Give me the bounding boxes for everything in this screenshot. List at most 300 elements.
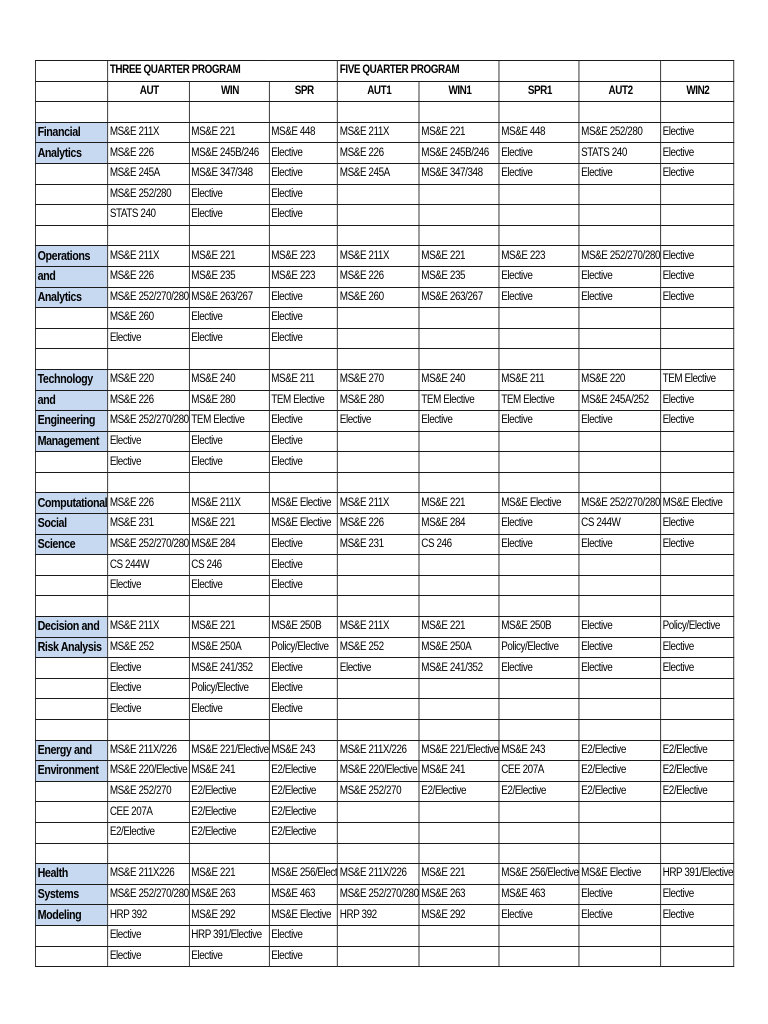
course-cell xyxy=(419,822,499,843)
spacer-cell xyxy=(108,472,189,493)
track-label-blank xyxy=(35,163,107,184)
spacer-cell xyxy=(35,102,107,123)
course-cell: MS&E 221 xyxy=(189,122,269,143)
course-cell: TEM Elective xyxy=(499,390,579,411)
spacer-cell xyxy=(419,720,499,741)
course-cell: Elective xyxy=(269,925,338,946)
course-cell: MS&E 211X xyxy=(189,493,269,514)
course-cell: MS&E 250B xyxy=(499,617,579,638)
course-cell: MS&E 252 xyxy=(338,637,419,658)
course-cell: E2/Elective xyxy=(660,781,733,802)
spacer-cell xyxy=(338,102,419,123)
course-cell: MS&E 221/Elective xyxy=(419,740,499,761)
course-cell xyxy=(579,946,660,967)
course-cell: HRP 391/Elective xyxy=(189,925,269,946)
course-cell: MS&E Elective xyxy=(269,514,338,535)
course-cell: MS&E 211 xyxy=(269,369,338,390)
course-cell xyxy=(660,946,733,967)
course-cell: Elective xyxy=(660,658,733,679)
course-cell: MS&E 243 xyxy=(499,740,579,761)
course-cell: MS&E 221 xyxy=(419,246,499,267)
course-cell: MS&E 245B/246 xyxy=(189,143,269,164)
spacer-cell xyxy=(579,720,660,741)
course-cell: MS&E 252/270/280 xyxy=(579,493,660,514)
spacer-cell xyxy=(579,225,660,246)
track-label-blank xyxy=(35,699,107,720)
course-cell: TEM Elective xyxy=(419,390,499,411)
program-header-row xyxy=(35,61,733,82)
course-cell xyxy=(660,575,733,596)
course-cell xyxy=(419,678,499,699)
course-cell: Elective xyxy=(269,184,338,205)
course-cell: Elective xyxy=(499,514,579,535)
course-cell: E2/Elective xyxy=(269,802,338,823)
course-cell: Elective xyxy=(108,925,189,946)
track-label-blank xyxy=(35,925,107,946)
course-cell: MS&E 256/Elect xyxy=(269,864,338,885)
course-cell: MS&E 260 xyxy=(338,287,419,308)
course-cell: MS&E 211X xyxy=(108,122,189,143)
course-cell xyxy=(660,205,733,226)
course-cell: E2/Elective xyxy=(108,822,189,843)
course-cell: MS&E 241 xyxy=(189,761,269,782)
course-cell xyxy=(579,328,660,349)
spacer-cell xyxy=(189,102,269,123)
course-cell: Elective xyxy=(269,163,338,184)
table-row xyxy=(35,431,733,452)
track-label: and xyxy=(35,266,107,287)
track-label-blank xyxy=(35,802,107,823)
course-cell: Elective xyxy=(189,205,269,226)
spacer-cell xyxy=(660,472,733,493)
course-cell: Elective xyxy=(660,287,733,308)
course-cell: Elective xyxy=(579,637,660,658)
spacer-cell xyxy=(499,102,579,123)
course-cell: MS&E 263/267 xyxy=(419,287,499,308)
spacer-cell xyxy=(660,349,733,370)
spacer-cell xyxy=(579,349,660,370)
header-blank-cell xyxy=(579,61,660,82)
course-cell: MS&E 260 xyxy=(108,308,189,329)
course-schedule-table xyxy=(35,60,734,967)
course-cell: MS&E 221 xyxy=(189,514,269,535)
spacer-cell xyxy=(35,843,107,864)
column-header-win1: WIN1 xyxy=(419,81,499,102)
course-cell xyxy=(419,802,499,823)
course-cell: Elective xyxy=(660,637,733,658)
track-label: Decision and xyxy=(35,617,107,638)
spacer-cell xyxy=(499,472,579,493)
column-header-aut1: AUT1 xyxy=(338,81,419,102)
course-cell xyxy=(338,184,419,205)
course-cell: E2/Elective xyxy=(419,781,499,802)
spacer-cell xyxy=(269,102,338,123)
spacer-cell xyxy=(108,225,189,246)
track-label-blank xyxy=(35,184,107,205)
course-cell xyxy=(338,308,419,329)
course-cell: MS&E 245A xyxy=(338,163,419,184)
course-cell: STATS 240 xyxy=(579,143,660,164)
course-cell xyxy=(579,184,660,205)
course-cell xyxy=(499,925,579,946)
course-cell: MS&E 220 xyxy=(108,369,189,390)
course-cell xyxy=(499,308,579,329)
track-label: Health xyxy=(35,864,107,885)
table-row xyxy=(35,575,733,596)
course-cell xyxy=(579,431,660,452)
spacer-cell xyxy=(189,225,269,246)
spacer-row xyxy=(35,349,733,370)
table-row xyxy=(35,390,733,411)
header-blank-cell xyxy=(660,61,733,82)
course-cell: MS&E Elective xyxy=(269,905,338,926)
spacer-cell xyxy=(419,596,499,617)
course-cell xyxy=(499,555,579,576)
course-cell: MS&E 221 xyxy=(419,493,499,514)
course-cell: MS&E 292 xyxy=(189,905,269,926)
course-cell: MS&E 263/267 xyxy=(189,287,269,308)
course-cell: Elective xyxy=(269,308,338,329)
column-header-win2: WIN2 xyxy=(660,81,733,102)
course-cell xyxy=(499,822,579,843)
course-cell: Elective xyxy=(660,390,733,411)
course-cell xyxy=(579,308,660,329)
table-row xyxy=(35,946,733,967)
course-cell: MS&E Elective xyxy=(499,493,579,514)
spacer-row xyxy=(35,596,733,617)
course-cell xyxy=(579,452,660,473)
course-cell: MS&E 250B xyxy=(269,617,338,638)
table-row xyxy=(35,308,733,329)
course-cell: MS&E 292 xyxy=(419,905,499,926)
course-cell: HRP 392 xyxy=(338,905,419,926)
course-cell: Elective xyxy=(108,699,189,720)
course-cell: E2/Elective xyxy=(660,740,733,761)
track-label: Risk Analysis xyxy=(35,637,107,658)
course-cell: MS&E 226 xyxy=(108,390,189,411)
course-cell: E2/Elective xyxy=(660,761,733,782)
course-cell xyxy=(660,678,733,699)
table-row xyxy=(35,143,733,164)
course-cell: MS&E 284 xyxy=(419,514,499,535)
course-cell: Elective xyxy=(660,884,733,905)
course-cell: Elective xyxy=(660,143,733,164)
course-cell: Elective xyxy=(579,411,660,432)
course-cell: Policy/Elective xyxy=(189,678,269,699)
course-cell: MS&E 226 xyxy=(338,143,419,164)
course-cell xyxy=(579,802,660,823)
course-cell: MS&E Elective xyxy=(660,493,733,514)
course-cell xyxy=(660,925,733,946)
spacer-cell xyxy=(108,102,189,123)
course-cell: MS&E 221 xyxy=(419,864,499,885)
track-label-blank xyxy=(35,946,107,967)
table-row xyxy=(35,699,733,720)
course-cell xyxy=(419,575,499,596)
spacer-cell xyxy=(660,596,733,617)
course-cell xyxy=(419,205,499,226)
course-cell xyxy=(499,431,579,452)
course-cell: MS&E 252/270/280 xyxy=(579,246,660,267)
course-cell xyxy=(499,184,579,205)
course-cell: MS&E 243 xyxy=(269,740,338,761)
spacer-cell xyxy=(35,225,107,246)
course-cell: STATS 240 xyxy=(108,205,189,226)
corner-cell xyxy=(35,61,107,82)
course-cell xyxy=(660,328,733,349)
spacer-cell xyxy=(338,349,419,370)
spacer-cell xyxy=(660,720,733,741)
quarter-header-row xyxy=(35,81,733,102)
course-cell xyxy=(579,678,660,699)
course-cell: Elective xyxy=(499,905,579,926)
course-cell: MS&E 245B/246 xyxy=(419,143,499,164)
course-cell: MS&E 211X xyxy=(338,246,419,267)
course-cell: MS&E 240 xyxy=(189,369,269,390)
spacer-cell xyxy=(189,349,269,370)
course-cell: CEE 207A xyxy=(499,761,579,782)
course-cell: MS&E 252/280 xyxy=(579,122,660,143)
course-cell: E2/Elective xyxy=(189,822,269,843)
course-cell: Elective xyxy=(419,411,499,432)
course-cell: Elective xyxy=(499,266,579,287)
spacer-cell xyxy=(338,472,419,493)
course-cell: MS&E 211 xyxy=(499,369,579,390)
course-cell: MS&E 448 xyxy=(499,122,579,143)
course-cell: Elective xyxy=(269,555,338,576)
track-label: Analytics xyxy=(35,287,107,308)
course-cell xyxy=(338,699,419,720)
course-cell xyxy=(419,555,499,576)
course-cell xyxy=(419,184,499,205)
spacer-cell xyxy=(579,102,660,123)
course-cell: Elective xyxy=(660,266,733,287)
course-cell: Elective xyxy=(189,308,269,329)
course-cell xyxy=(338,328,419,349)
course-cell: MS&E 245A xyxy=(108,163,189,184)
column-header-win: WIN xyxy=(189,81,269,102)
track-label-blank xyxy=(35,575,107,596)
column-header-aut: AUT xyxy=(108,81,189,102)
course-cell xyxy=(338,575,419,596)
course-cell: Elective xyxy=(660,163,733,184)
course-cell: MS&E 252/270/280 xyxy=(108,534,189,555)
course-cell: Elective xyxy=(579,884,660,905)
course-cell xyxy=(499,678,579,699)
course-cell: MS&E 347/348 xyxy=(419,163,499,184)
course-cell: MS&E 223 xyxy=(499,246,579,267)
track-label-blank xyxy=(35,555,107,576)
course-cell xyxy=(660,699,733,720)
track-label: Environment xyxy=(35,761,107,782)
column-header-spr1: SPR1 xyxy=(499,81,579,102)
spacer-cell xyxy=(35,596,107,617)
column-header-spr: SPR xyxy=(269,81,338,102)
course-cell xyxy=(660,452,733,473)
course-cell: CS 244W xyxy=(108,555,189,576)
course-cell: Elective xyxy=(499,287,579,308)
table-row xyxy=(35,514,733,535)
course-cell: Elective xyxy=(108,678,189,699)
course-cell: HRP 391/Elective xyxy=(660,864,733,885)
column-header-aut2: AUT2 xyxy=(579,81,660,102)
spacer-cell xyxy=(35,720,107,741)
course-cell: Elective xyxy=(499,411,579,432)
course-cell: Elective xyxy=(660,534,733,555)
course-cell: MS&E 252/280 xyxy=(108,184,189,205)
course-cell: Elective xyxy=(499,163,579,184)
course-cell: Elective xyxy=(269,287,338,308)
course-cell: Elective xyxy=(108,431,189,452)
course-cell: Elective xyxy=(108,946,189,967)
course-cell xyxy=(338,678,419,699)
spacer-cell xyxy=(108,596,189,617)
course-cell: Elective xyxy=(189,328,269,349)
spacer-cell xyxy=(269,472,338,493)
course-cell: MS&E 226 xyxy=(338,514,419,535)
course-cell: Elective xyxy=(189,431,269,452)
track-label: Engineering xyxy=(35,411,107,432)
course-cell: Elective xyxy=(579,658,660,679)
table-row xyxy=(35,205,733,226)
track-label: Social xyxy=(35,514,107,535)
course-cell: MS&E 270 xyxy=(338,369,419,390)
course-cell: TEM Elective xyxy=(189,411,269,432)
course-cell xyxy=(338,925,419,946)
course-cell xyxy=(419,308,499,329)
spacer-cell xyxy=(108,349,189,370)
corner-cell xyxy=(35,81,107,102)
course-cell xyxy=(579,205,660,226)
course-cell: CEE 207A xyxy=(108,802,189,823)
course-cell: Elective xyxy=(338,411,419,432)
table-row xyxy=(35,452,733,473)
track-label-blank xyxy=(35,658,107,679)
course-cell: MS&E Elective xyxy=(579,864,660,885)
course-cell xyxy=(419,946,499,967)
course-cell xyxy=(419,328,499,349)
course-cell: MS&E 211X/226 xyxy=(338,740,419,761)
spacer-cell xyxy=(419,843,499,864)
course-cell xyxy=(419,925,499,946)
table-row xyxy=(35,822,733,843)
course-cell: MS&E 241/352 xyxy=(189,658,269,679)
spacer-cell xyxy=(419,472,499,493)
course-cell xyxy=(419,431,499,452)
course-cell xyxy=(419,699,499,720)
spacer-cell xyxy=(579,472,660,493)
spacer-cell xyxy=(189,843,269,864)
course-cell: MS&E 221 xyxy=(419,122,499,143)
course-cell: Elective xyxy=(269,699,338,720)
spacer-cell xyxy=(338,843,419,864)
spacer-cell xyxy=(189,596,269,617)
course-cell xyxy=(579,555,660,576)
course-cell: MS&E 448 xyxy=(269,122,338,143)
table-row xyxy=(35,740,733,761)
track-label: Systems xyxy=(35,884,107,905)
table-row xyxy=(35,761,733,782)
course-cell xyxy=(338,205,419,226)
table-row xyxy=(35,658,733,679)
track-label: Computational xyxy=(35,493,107,514)
course-cell: MS&E 220 xyxy=(579,369,660,390)
course-cell: TEM Elective xyxy=(269,390,338,411)
spacer-cell xyxy=(660,843,733,864)
table-row xyxy=(35,246,733,267)
course-cell xyxy=(338,946,419,967)
course-cell: MS&E 220/Elective xyxy=(338,761,419,782)
course-cell: MS&E 211X xyxy=(338,122,419,143)
spacer-cell xyxy=(269,596,338,617)
course-cell xyxy=(499,328,579,349)
course-cell: MS&E 220/Elective xyxy=(108,761,189,782)
course-cell xyxy=(579,925,660,946)
course-cell: E2/Elective xyxy=(189,802,269,823)
course-cell: MS&E 347/348 xyxy=(189,163,269,184)
course-cell: MS&E 211X xyxy=(338,493,419,514)
spacer-cell xyxy=(338,720,419,741)
track-label: Analytics xyxy=(35,143,107,164)
course-cell: Elective xyxy=(579,287,660,308)
course-cell xyxy=(499,802,579,823)
course-cell: Elective xyxy=(108,452,189,473)
table-row xyxy=(35,411,733,432)
course-cell xyxy=(579,699,660,720)
spacer-row xyxy=(35,720,733,741)
course-cell: MS&E 245A/252 xyxy=(579,390,660,411)
course-cell: Elective xyxy=(269,946,338,967)
table-row xyxy=(35,266,733,287)
course-cell xyxy=(660,802,733,823)
course-cell: MS&E 211X xyxy=(108,617,189,638)
course-cell: Elective xyxy=(189,946,269,967)
course-cell: Elective xyxy=(189,184,269,205)
course-cell: MS&E 250A xyxy=(419,637,499,658)
course-cell: CS 246 xyxy=(189,555,269,576)
track-label-blank xyxy=(35,328,107,349)
course-cell: MS&E 221 xyxy=(189,864,269,885)
track-label: Operations xyxy=(35,246,107,267)
course-cell: MS&E 211X/226 xyxy=(338,864,419,885)
table-row xyxy=(35,905,733,926)
course-cell: Elective xyxy=(579,266,660,287)
table-row xyxy=(35,534,733,555)
course-cell: Policy/Elective xyxy=(499,637,579,658)
spacer-cell xyxy=(579,596,660,617)
course-cell xyxy=(499,205,579,226)
table-row xyxy=(35,864,733,885)
spacer-cell xyxy=(419,225,499,246)
track-label-blank xyxy=(35,308,107,329)
course-cell: MS&E 211X226 xyxy=(108,864,189,885)
table-row xyxy=(35,122,733,143)
spacer-cell xyxy=(499,720,579,741)
course-cell: Elective xyxy=(660,122,733,143)
course-cell: MS&E 221/Elective xyxy=(189,740,269,761)
course-cell: Elective xyxy=(499,658,579,679)
course-cell: E2/Elective xyxy=(499,781,579,802)
course-cell: Elective xyxy=(108,328,189,349)
course-cell: MS&E 280 xyxy=(189,390,269,411)
spacer-row xyxy=(35,225,733,246)
three-quarter-program-title: THREE QUARTER PROGRAM xyxy=(108,61,338,82)
course-cell: Elective xyxy=(660,246,733,267)
table-row xyxy=(35,637,733,658)
course-cell xyxy=(499,575,579,596)
table-row xyxy=(35,802,733,823)
course-cell: MS&E 223 xyxy=(269,246,338,267)
